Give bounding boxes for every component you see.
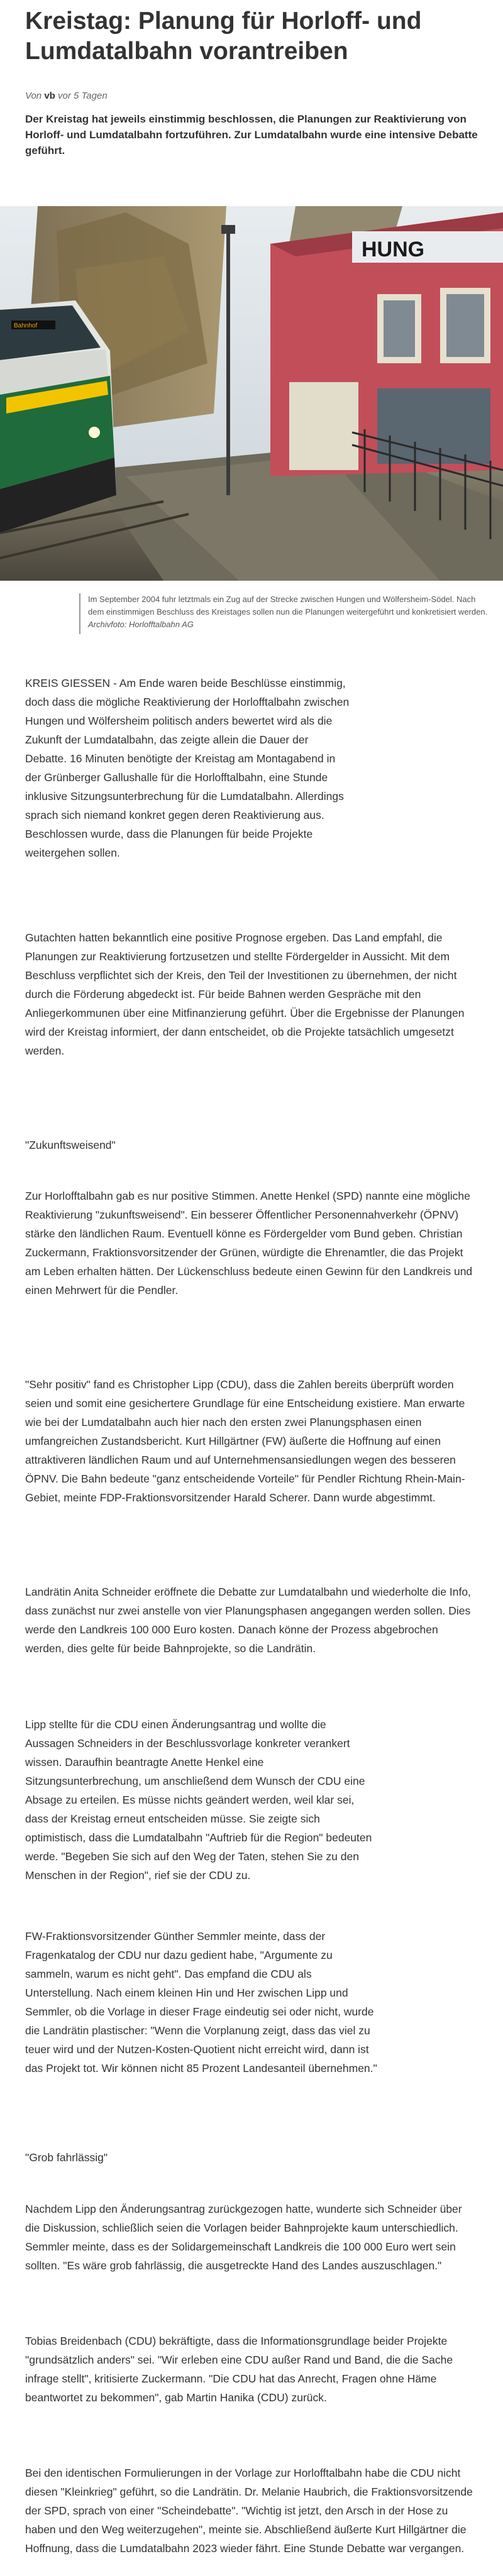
article-lead: Der Kreistag hat jeweils einstimmig beschlossen, die Planungen zur Reaktivierung von Horloff- und Lumdatalbahn fortzuführen. Zur Lumdatalbahn wurde eine intensive Debatte geführt. — [25, 113, 478, 156]
article-paragraph: Bei den identischen Formulierungen in der Vorlage zur Horlofftalbahn habe die CDU nicht diesen "Kleinkrieg" geführt, so die Landrätin. Dr. Melanie Haubrich, die Fraktionsvorsitzende der SPD, sprach von einer "Scheindebatte". "Wichtig ist jetzt, den Arsch in der Hose zu haben und den Weg weiterzugehen", meinte sie. Abschließend äußerte Kurt Hillgärtner die Hoffnung, dass die Lumdatalbahn 2023 wieder fährt. Eine Stunde Debatte war vergangen. — [25, 2467, 473, 2555]
train-station-illustration — [0, 206, 503, 581]
article-paragraph: Tobias Breidenbach (CDU) bekräftigte, dass die Informationsgrundlage beider Projekte "grundsätzlich anders" sei. "Wir erleben eine CDU außer Rand und Band, die die Sache infrage stellt", kritisierte Zuckermann. "Die CDU hat das Anrecht, Fragen ohne Häme beantwortet zu bekommen", gab Martin Hanika (CDU) zurück. — [25, 2335, 453, 2404]
article-paragraph: Lipp stellte für die CDU einen Änderungsantrag und wollte die Aussagen Schneiders in der Beschlussvorlage konkreter verankert wissen. Daraufhin beantragte Anette Henkel eine Sitzungsunterbrechung, um anschließend dem Wunsch der CDU eine Absage zu erteilen. Es müsse nichts geändert werden, weil klar sei, dass der Kreistag erneut entscheiden müsse. Sie zeigte sich optimistisch, dass die Lumdatalbahn "Auftrieb für die Region" bedeuten werde. "Begeben Sie sich auf den Weg der Taten, stehen Sie zu den Menschen in der Region", rief sie der CDU zu. — [25, 1718, 372, 1882]
caption-divider — [79, 593, 80, 634]
photo-caption — [88, 593, 490, 631]
author-name[interactable]: vb — [44, 90, 55, 101]
photo-credit: Archivfoto: Horlofftalbahn AG — [88, 620, 194, 629]
article-paragraph: Landrätin Anita Schneider eröffnete die Debatte zur Lumdatalbahn und wiederholte die Info, dass zunächst nur zwei anstelle von vier Planungsphasen angegangen werden sollen. Dies werde den Landkreis 100 000 Euro kosten. Danach könne der Prozess abgebrochen werden, dies gelte für beide Bahnprojekte, so die Landrätin. — [25, 1586, 471, 1655]
byline — [25, 90, 108, 101]
byline-prefix: Von — [25, 90, 42, 101]
station-sign: HUNG — [362, 238, 425, 261]
section-heading: "Grob fahrlässig" — [25, 2151, 108, 2164]
article-photo[interactable] — [0, 206, 503, 581]
publish-time: vor 5 Tagen — [58, 90, 108, 101]
section-heading: "Zukunftsweisend" — [25, 1139, 116, 1151]
article-paragraph: FW-Fraktionsvorsitzender Günther Semmler meinte, dass der Fragenkatalog der CDU nur dazu gedient habe, "Argumente zu sammeln, warum es nicht geht". Das empfand die CDU als Unterstellung. Nach einem kleinen Hin und Her zwischen Lipp und Semmler, ob die Vorlage in dieser Frage eindeutig sei oder nicht, wurde die Landrätin plastischer: "Wenn die Vorplanung zeigt, dass das viel zu teuer wird und der Nutzen-Kosten-Quotient nicht erreicht wird, dann ist das Projekt tot. Wir können nicht 85 Prozent Landesanteil übernehmen." — [25, 1930, 377, 2075]
article-paragraph: Nachdem Lipp den Änderungsantrag zurückgezogen hatte, wunderte sich Schneider über die Diskussion, schließlich seien die Vorlagen beider Bahnprojekte kaum unterschiedlich. Semmler meinte, dass es der Solidargemeinschaft Landkreis die 100 000 Euro wert sein sollten. "Es wäre grob fahrlässig, die ausgetreckte Hand des Landes auszuschlagen." — [25, 2203, 462, 2272]
article-paragraph: Zur Horlofftalbahn gab es nur positive Stimmen. Anette Henkel (SPD) nannte eine mögliche Reaktivierung "zukunftsweisend". Ein besserer Öffentlicher Personennahverkehr (ÖPNV) stärke den ländlichen Raum. Eventuell könne es Fördergelder vom Bund geben. Christian Zuckermann, Fraktionsvorsitzender der Grünen, würdigte die Ehrenamtler, die das Projekt am Leben erhalten hätten. Der Lückenschluss bedeute einen Gewinn für den Landkreis und einen Mehrwert für die Pendler. — [25, 1190, 473, 1296]
article-paragraph: "Sehr positiv" fand es Christopher Lipp (CDU), dass die Zahlen bereits überprüft worden seien und somit eine gesichertere Grundlage für eine Entscheidung existiere. Man erwarte wie bei der Lumdatalbahn auch hier nach den ersten zwei Planungsphasen einen umfangreichen Zustandsbericht. Kurt Hillgärtner (FW) äußerte die Hoffnung auf einen attraktiveren ländlichen Raum und auf Unternehmensansiedlungen wegen des besseren ÖPNV. Die Bahn bedeute "ganz entscheidende Vorteile" für Pendler Richtung Rhein-Main-Gebiet, meinte FDP-Fraktionsvorsitzender Harald Scherer. Dann wurde abgestimmt. — [25, 1378, 465, 1504]
article-paragraph: Gutachten hatten bekanntlich eine positive Prognose ergeben. Das Land empfahl, die Planungen zur Reaktivierung fortzusetzen und stellte Fördergelder in Aussicht. Mit dem Beschluss verpflichtet sich der Kreis, den Teil der Investitionen zu übernehmen, der nicht durch die Förderung abgedeckt ist. Für beide Bahnen werden Gespräche mit den Anliegerkommunen über eine Mitfinanzierung geführt. Über die Ergebnisse der Planungen wird der Kreistag informiert, der dann entscheidet, ob die Projekte tatsächlich umgesetzt werden. — [25, 931, 465, 1057]
train-destination-display: Bahnhof — [14, 322, 38, 329]
photo-caption-text: Im September 2004 fuhr letztmals ein Zug auf der Strecke zwischen Hungen und Wölfersheim-Södel. Nach dem einstimmigen Beschluss des Kreistages sollen nun die Planungen weitergeführt und konkretisiert werden. — [88, 595, 488, 617]
article-paragraph: KREIS GIESSEN - Am Ende waren beide Beschlüsse einstimmig, doch dass die mögliche Reaktivierung der Horlofftalbahn zwischen Hungen und Wölfersheim politisch anders bewertet wird als die Zukunft der Lumdatalbahn, das zeigte allein die Dauer der Debatte. 16 Minuten benötigte der Kreistag am Montagabend in der Grünberger Gallushalle für die Horlofftalbahn, eine Stunde inklusive Sitzungsunterbrechung für die Lumdatalbahn. Allerdings sprach sich niemand konkret gegen deren Reaktivierung aus. Beschlossen wurde, dass die Planungen für beide Projekte weitergehen sollen. — [25, 677, 350, 859]
article-title: Kreistag: Planung für Horloff- und Lumdatalbahn vorantreiben — [25, 8, 422, 65]
